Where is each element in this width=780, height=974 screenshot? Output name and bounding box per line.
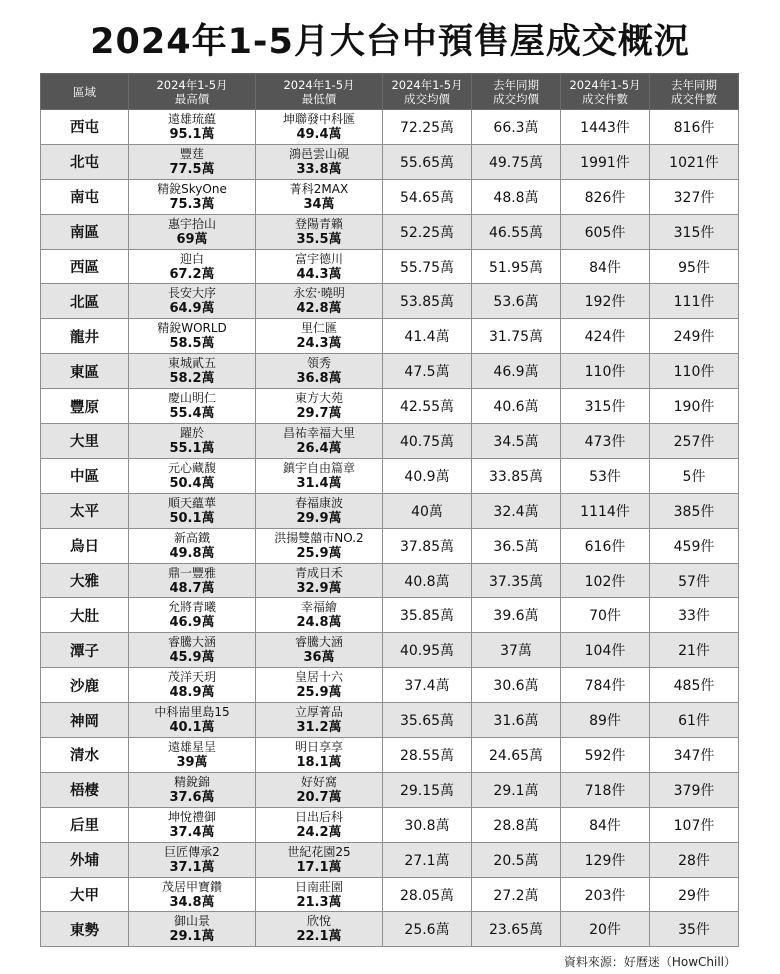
cell-last-year-deal-count: 5件 [650, 458, 739, 493]
cell-min-price [256, 772, 383, 807]
cell-avg-price: 28.55萬 [383, 738, 472, 773]
cell-max-price [129, 144, 256, 179]
table-row [41, 389, 739, 424]
cell-avg-price: 55.65萬 [383, 144, 472, 179]
table-row [41, 493, 739, 528]
table-row [41, 214, 739, 249]
cell-avg-price: 47.5萬 [383, 354, 472, 389]
cell-avg-price: 55.75萬 [383, 249, 472, 284]
cell-max-price [129, 354, 256, 389]
cell-max-price [129, 424, 256, 459]
project-name: 慶山明仁 [167, 391, 216, 406]
cell-last-year-deal-count: 1021件 [650, 144, 739, 179]
unit-price: 45.9萬 [169, 650, 215, 666]
cell-last-year-deal-count: 35件 [650, 912, 739, 947]
project-name: 新高鐵 [173, 530, 210, 545]
cell-deal-count: 102件 [561, 563, 650, 598]
cell-min-price [256, 214, 383, 249]
project-name: 坤聯發中科匯 [282, 111, 355, 126]
table-row [41, 354, 739, 389]
cell-deal-count: 1114件 [561, 493, 650, 528]
cell-last-year-deal-count: 61件 [650, 703, 739, 738]
cell-last-year-deal-count: 485件 [650, 668, 739, 703]
cell-last-year-avg-price: 23.65萬 [472, 912, 561, 947]
cell-min-price [256, 912, 383, 947]
project-name: 精銳SkyOne [157, 181, 227, 196]
cell-last-year-avg-price: 36.5萬 [472, 528, 561, 563]
project-name: 東方大苑 [294, 391, 343, 406]
cell-deal-count: 473件 [561, 424, 650, 459]
cell-last-year-avg-price: 29.1萬 [472, 772, 561, 807]
cell-deal-count: 129件 [561, 842, 650, 877]
cell-avg-price: 52.25萬 [383, 214, 472, 249]
project-name: 長安大序 [167, 286, 216, 301]
cell-avg-price: 40.75萬 [383, 424, 472, 459]
cell-avg-price: 40.8萬 [383, 563, 472, 598]
table-row [41, 842, 739, 877]
project-name: 躍於 [179, 425, 204, 440]
cell-area: 龍井 [41, 319, 129, 354]
cell-last-year-avg-price: 39.6萬 [472, 598, 561, 633]
cell-max-price [129, 389, 256, 424]
project-name: 永宏‧曉明 [293, 286, 345, 301]
unit-price: 31.2萬 [296, 720, 342, 736]
cell-deal-count: 592件 [561, 738, 650, 773]
project-name: 昌祐幸福大里 [282, 425, 355, 440]
table-row [41, 738, 739, 773]
project-name: 日南莊園 [294, 879, 343, 894]
header-last-year-avg-price: 去年同期 成交均價 [472, 74, 561, 110]
cell-area: 南屯 [41, 179, 129, 214]
unit-price: 64.9萬 [169, 301, 215, 317]
unit-price: 67.2萬 [169, 266, 215, 282]
unit-price: 58.2萬 [169, 371, 215, 387]
unit-price: 95.1萬 [169, 126, 215, 142]
project-name: 巨匠傳承2 [164, 844, 220, 859]
cell-last-year-avg-price: 27.2萬 [472, 877, 561, 912]
cell-min-price [256, 110, 383, 145]
cell-min-price [256, 284, 383, 319]
header-max-price: 2024年1-5月 最高價 [129, 74, 256, 110]
unit-price: 33.8萬 [296, 161, 342, 177]
table-row [41, 249, 739, 284]
unit-price: 18.1萬 [296, 754, 342, 770]
cell-area: 神岡 [41, 703, 129, 738]
project-name: 菁科2MAX [289, 181, 349, 196]
header-area: 區域 [41, 74, 129, 110]
cell-min-price [256, 179, 383, 214]
cell-area: 東勢 [41, 912, 129, 947]
cell-area: 南區 [41, 214, 129, 249]
table-row [41, 424, 739, 459]
project-name: 豐莛 [179, 146, 204, 161]
cell-min-price [256, 144, 383, 179]
cell-max-price [129, 528, 256, 563]
cell-avg-price: 41.4萬 [383, 319, 472, 354]
cell-min-price [256, 319, 383, 354]
cell-avg-price: 40.9萬 [383, 458, 472, 493]
cell-avg-price: 54.65萬 [383, 179, 472, 214]
project-name: 鴻邑雲山硯 [288, 146, 349, 161]
table-row [41, 284, 739, 319]
cell-last-year-deal-count: 347件 [650, 738, 739, 773]
cell-deal-count: 110件 [561, 354, 650, 389]
unit-price: 50.4萬 [169, 475, 215, 491]
table-row [41, 598, 739, 633]
cell-avg-price: 27.1萬 [383, 842, 472, 877]
cell-max-price [129, 633, 256, 668]
cell-deal-count: 20件 [561, 912, 650, 947]
cell-area: 大里 [41, 424, 129, 459]
cell-area: 西區 [41, 249, 129, 284]
cell-last-year-avg-price: 48.8萬 [472, 179, 561, 214]
project-name: 洪揚雙囍市NO.2 [274, 530, 364, 545]
cell-max-price [129, 493, 256, 528]
cell-min-price [256, 842, 383, 877]
cell-deal-count: 89件 [561, 703, 650, 738]
cell-deal-count: 424件 [561, 319, 650, 354]
cell-deal-count: 826件 [561, 179, 650, 214]
project-name: 領秀 [306, 356, 331, 371]
unit-price: 37.4萬 [169, 824, 215, 840]
cell-last-year-deal-count: 107件 [650, 807, 739, 842]
unit-price: 31.4萬 [296, 475, 342, 491]
unit-price: 55.1萬 [169, 440, 215, 456]
cell-min-price [256, 528, 383, 563]
cell-avg-price: 37.4萬 [383, 668, 472, 703]
cell-avg-price: 35.65萬 [383, 703, 472, 738]
table-row [41, 144, 739, 179]
cell-area: 大肚 [41, 598, 129, 633]
cell-avg-price: 42.55萬 [383, 389, 472, 424]
cell-last-year-deal-count: 459件 [650, 528, 739, 563]
project-name: 登陽青籟 [294, 216, 343, 231]
cell-min-price [256, 877, 383, 912]
project-name: 皇居十六 [294, 670, 343, 685]
unit-price: 20.7萬 [296, 789, 342, 805]
cell-max-price [129, 110, 256, 145]
project-name: 元心藏馥 [167, 460, 216, 475]
page-title: 2024年1-5月大台中預售屋成交概況 [90, 22, 690, 62]
cell-area: 沙鹿 [41, 668, 129, 703]
cell-max-price [129, 598, 256, 633]
table-row [41, 319, 739, 354]
project-name: 惠宇拾山 [167, 216, 216, 231]
cell-avg-price: 37.85萬 [383, 528, 472, 563]
cell-last-year-avg-price: 33.85萬 [472, 458, 561, 493]
project-name: 里仁匯 [300, 321, 337, 336]
cell-last-year-deal-count: 29件 [650, 877, 739, 912]
cell-deal-count: 104件 [561, 633, 650, 668]
cell-min-price [256, 389, 383, 424]
cell-deal-count: 192件 [561, 284, 650, 319]
table-header-row [41, 74, 739, 110]
cell-area: 大雅 [41, 563, 129, 598]
unit-price: 55.4萬 [169, 406, 215, 422]
cell-deal-count: 70件 [561, 598, 650, 633]
unit-price: 48.7萬 [169, 580, 215, 596]
project-name: 迎白 [179, 251, 204, 266]
cell-deal-count: 784件 [561, 668, 650, 703]
cell-last-year-avg-price: 24.65萬 [472, 738, 561, 773]
cell-last-year-deal-count: 327件 [650, 179, 739, 214]
unit-price: 35.5萬 [296, 231, 342, 247]
cell-deal-count: 84件 [561, 249, 650, 284]
cell-last-year-deal-count: 28件 [650, 842, 739, 877]
cell-avg-price: 29.15萬 [383, 772, 472, 807]
project-name: 遠雄星呈 [167, 739, 216, 754]
project-name: 春福康波 [294, 495, 343, 510]
unit-price: 48.9萬 [169, 685, 215, 701]
unit-price: 42.8萬 [296, 301, 342, 317]
cell-last-year-avg-price: 46.9萬 [472, 354, 561, 389]
table-row [41, 807, 739, 842]
project-name: 御山景 [173, 914, 210, 929]
project-name: 允將青曦 [167, 600, 216, 615]
cell-max-price [129, 319, 256, 354]
cell-last-year-deal-count: 190件 [650, 389, 739, 424]
cell-last-year-deal-count: 257件 [650, 424, 739, 459]
cell-avg-price: 40萬 [383, 493, 472, 528]
cell-area: 潭子 [41, 633, 129, 668]
cell-deal-count: 616件 [561, 528, 650, 563]
cell-avg-price: 53.85萬 [383, 284, 472, 319]
table-row [41, 633, 739, 668]
project-name: 坤悅禮御 [167, 809, 216, 824]
project-name: 好好窩 [300, 774, 337, 789]
cell-max-price [129, 249, 256, 284]
project-name: 明日享享 [294, 739, 343, 754]
cell-min-price [256, 424, 383, 459]
project-name: 欣悅 [306, 914, 331, 929]
cell-avg-price: 25.6萬 [383, 912, 472, 947]
table-row [41, 668, 739, 703]
unit-price: 26.4萬 [296, 440, 342, 456]
cell-max-price [129, 877, 256, 912]
cell-min-price [256, 668, 383, 703]
unit-price: 69萬 [176, 231, 208, 247]
unit-price: 50.1萬 [169, 510, 215, 526]
unit-price: 36萬 [303, 650, 335, 666]
unit-price: 17.1萬 [296, 859, 342, 875]
project-name: 睿騰大涵 [167, 635, 216, 650]
cell-area: 豐原 [41, 389, 129, 424]
cell-min-price [256, 598, 383, 633]
cell-deal-count: 203件 [561, 877, 650, 912]
cell-last-year-avg-price: 34.5萬 [472, 424, 561, 459]
cell-min-price [256, 458, 383, 493]
header-min-price: 2024年1-5月 最低價 [256, 74, 383, 110]
cell-max-price [129, 738, 256, 773]
cell-last-year-avg-price: 53.6萬 [472, 284, 561, 319]
cell-last-year-deal-count: 379件 [650, 772, 739, 807]
unit-price: 37.6萬 [169, 789, 215, 805]
project-name: 中科耑里島15 [154, 705, 230, 720]
cell-last-year-avg-price: 66.3萬 [472, 110, 561, 145]
cell-max-price [129, 179, 256, 214]
unit-price: 24.2萬 [296, 824, 342, 840]
cell-last-year-avg-price: 31.75萬 [472, 319, 561, 354]
table-row [41, 528, 739, 563]
cell-avg-price: 40.95萬 [383, 633, 472, 668]
project-name: 幸福繪 [300, 600, 337, 615]
cell-last-year-avg-price: 40.6萬 [472, 389, 561, 424]
project-name: 日出后科 [294, 809, 343, 824]
project-name: 精銳WORLD [157, 321, 227, 336]
unit-price: 58.5萬 [169, 336, 215, 352]
cell-min-price [256, 249, 383, 284]
project-name: 立厚菁品 [294, 705, 343, 720]
cell-avg-price: 30.8萬 [383, 807, 472, 842]
table-row [41, 563, 739, 598]
cell-avg-price: 28.05萬 [383, 877, 472, 912]
cell-area: 中區 [41, 458, 129, 493]
unit-price: 22.1萬 [296, 929, 342, 945]
cell-area: 烏日 [41, 528, 129, 563]
cell-area: 清水 [41, 738, 129, 773]
project-name: 鎮宇自由篇章 [282, 460, 355, 475]
unit-price: 37.1萬 [169, 859, 215, 875]
project-name: 東城貳五 [167, 356, 216, 371]
cell-last-year-deal-count: 95件 [650, 249, 739, 284]
table-row [41, 877, 739, 912]
cell-max-price [129, 563, 256, 598]
cell-max-price [129, 284, 256, 319]
cell-area: 西屯 [41, 110, 129, 145]
cell-deal-count: 53件 [561, 458, 650, 493]
cell-max-price [129, 842, 256, 877]
unit-price: 34.8萬 [169, 894, 215, 910]
cell-max-price [129, 703, 256, 738]
cell-min-price [256, 633, 383, 668]
project-name: 富宇德川 [294, 251, 343, 266]
cell-last-year-avg-price: 32.4萬 [472, 493, 561, 528]
cell-last-year-avg-price: 37.35萬 [472, 563, 561, 598]
cell-area: 外埔 [41, 842, 129, 877]
unit-price: 49.8萬 [169, 545, 215, 561]
project-name: 睿騰大涵 [294, 635, 343, 650]
cell-avg-price: 72.25萬 [383, 110, 472, 145]
presale-table [40, 73, 739, 947]
project-name: 鼎一豐雅 [167, 565, 216, 580]
unit-price: 25.9萬 [296, 545, 342, 561]
cell-last-year-avg-price: 46.55萬 [472, 214, 561, 249]
cell-max-price [129, 772, 256, 807]
unit-price: 32.9萬 [296, 580, 342, 596]
cell-area: 后里 [41, 807, 129, 842]
cell-min-price [256, 563, 383, 598]
header-deal-count: 2024年1-5月 成交件數 [561, 74, 650, 110]
cell-min-price [256, 807, 383, 842]
unit-price: 25.9萬 [296, 685, 342, 701]
cell-last-year-avg-price: 49.75萬 [472, 144, 561, 179]
unit-price: 44.3萬 [296, 266, 342, 282]
cell-last-year-deal-count: 33件 [650, 598, 739, 633]
unit-price: 36.8萬 [296, 371, 342, 387]
cell-last-year-avg-price: 20.5萬 [472, 842, 561, 877]
cell-area: 太平 [41, 493, 129, 528]
unit-price: 24.8萬 [296, 615, 342, 631]
unit-price: 77.5萬 [169, 161, 215, 177]
cell-last-year-deal-count: 110件 [650, 354, 739, 389]
cell-max-price [129, 458, 256, 493]
cell-area: 大甲 [41, 877, 129, 912]
cell-max-price [129, 214, 256, 249]
cell-last-year-deal-count: 57件 [650, 563, 739, 598]
unit-price: 29.9萬 [296, 510, 342, 526]
project-name: 青成日禾 [294, 565, 343, 580]
cell-deal-count: 1443件 [561, 110, 650, 145]
cell-avg-price: 35.85萬 [383, 598, 472, 633]
cell-min-price [256, 738, 383, 773]
table-row [41, 772, 739, 807]
cell-deal-count: 605件 [561, 214, 650, 249]
table-row [41, 703, 739, 738]
cell-deal-count: 1991件 [561, 144, 650, 179]
cell-deal-count: 315件 [561, 389, 650, 424]
cell-last-year-avg-price: 30.6萬 [472, 668, 561, 703]
unit-price: 39萬 [176, 754, 208, 770]
unit-price: 46.9萬 [169, 615, 215, 631]
project-name: 順天蘊華 [167, 495, 216, 510]
cell-last-year-avg-price: 31.6萬 [472, 703, 561, 738]
project-name: 茂居甲寶鑽 [161, 879, 222, 894]
cell-last-year-deal-count: 385件 [650, 493, 739, 528]
cell-max-price [129, 807, 256, 842]
cell-area: 北區 [41, 284, 129, 319]
unit-price: 21.3萬 [296, 894, 342, 910]
table-row [41, 458, 739, 493]
cell-last-year-deal-count: 249件 [650, 319, 739, 354]
header-last-year-deal-count: 去年同期 成交件數 [650, 74, 739, 110]
header-avg-price: 2024年1-5月 成交均價 [383, 74, 472, 110]
cell-deal-count: 84件 [561, 807, 650, 842]
unit-price: 75.3萬 [169, 196, 215, 212]
project-name: 世紀花園25 [287, 844, 351, 859]
cell-last-year-deal-count: 816件 [650, 110, 739, 145]
cell-min-price [256, 493, 383, 528]
unit-price: 49.4萬 [296, 126, 342, 142]
cell-last-year-avg-price: 28.8萬 [472, 807, 561, 842]
source-note: 資料來源：好曆迷（HowChill） [563, 955, 736, 969]
cell-min-price [256, 703, 383, 738]
project-name: 精銳錦 [173, 774, 210, 789]
cell-last-year-avg-price: 37萬 [472, 633, 561, 668]
cell-area: 梧棲 [41, 772, 129, 807]
project-name: 茂洋天玥 [167, 670, 216, 685]
cell-max-price [129, 912, 256, 947]
table-row [41, 179, 739, 214]
cell-last-year-deal-count: 21件 [650, 633, 739, 668]
cell-min-price [256, 354, 383, 389]
cell-last-year-deal-count: 111件 [650, 284, 739, 319]
unit-price: 29.7萬 [296, 406, 342, 422]
cell-last-year-deal-count: 315件 [650, 214, 739, 249]
unit-price: 40.1萬 [169, 720, 215, 736]
cell-deal-count: 718件 [561, 772, 650, 807]
table-row [41, 110, 739, 145]
cell-max-price [129, 668, 256, 703]
project-name: 遠雄琉藴 [167, 111, 216, 126]
cell-last-year-avg-price: 51.95萬 [472, 249, 561, 284]
unit-price: 34萬 [303, 196, 335, 212]
cell-area: 北屯 [41, 144, 129, 179]
unit-price: 29.1萬 [169, 929, 215, 945]
table-row [41, 912, 739, 947]
unit-price: 24.3萬 [296, 336, 342, 352]
cell-area: 東區 [41, 354, 129, 389]
